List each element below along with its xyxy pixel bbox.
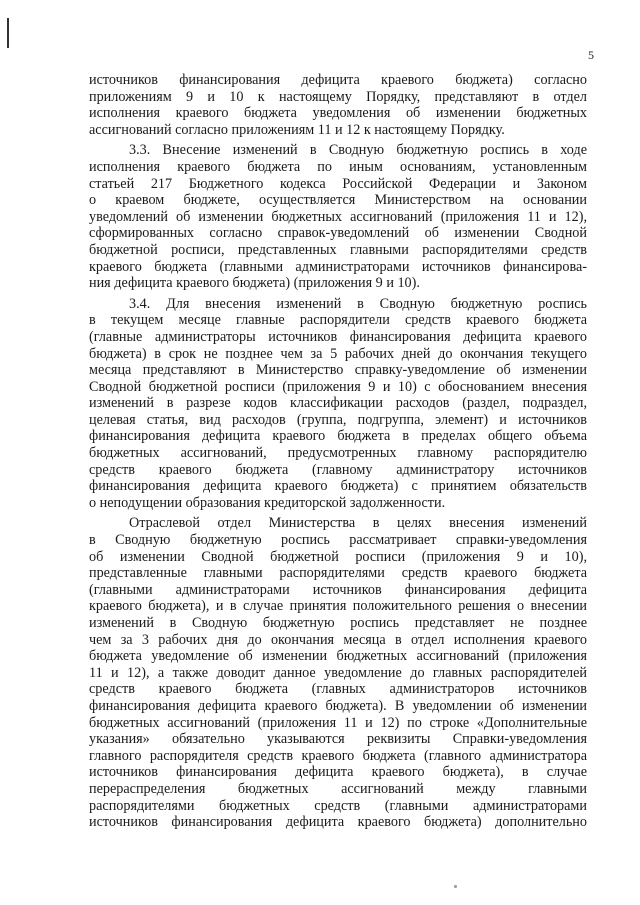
text-line: финансирования дефицита краевого бюджета) с принятием обязательств — [89, 478, 587, 495]
text-line: о краевом бюджете, осуществляется Министерством на основании — [89, 192, 587, 209]
text-line: финансирования дефицита краевого бюджета в пределах общего объема — [89, 428, 587, 445]
text-line: Сводной бюджетной росписи (приложения 9 и 10) с обоснованием внесения — [89, 378, 587, 395]
text-line: месяца представляют в Министерство справку-уведомление об изменении — [89, 362, 587, 379]
text-line: целевая статья, вид расходов (группа, подгруппа, элемент) и источников — [89, 411, 587, 428]
text-line: о неподущении образования кредиторской задолженности. — [89, 494, 446, 511]
text-line: чем за 3 рабочих дня до окончания месяца в отдел исполнения краевого — [89, 631, 587, 648]
text-line: в Сводную бюджетную роспись рассматривает справки-уведомления — [89, 532, 587, 549]
text-line: уведомлений об изменении бюджетных ассигнований (приложения 11 и 12), — [89, 208, 587, 225]
text-line: приложениям 9 и 10 к настоящему Порядку, представляют в отдел — [89, 88, 587, 105]
text-line: изменений в разрезе кодов классификации расходов (раздел, подраздел, — [89, 395, 587, 412]
text-line: бюджетных ассигнований, предусмотренных главному распорядителю — [89, 445, 587, 462]
text-line: перераспределения бюджетных ассигнований между главными — [89, 780, 587, 797]
text-line: 3.3. Внесение изменений в Сводную бюджетную роспись в ходе — [129, 142, 587, 159]
text-line: средств краевого бюджета (главных администраторов источников — [89, 681, 587, 698]
text-line: статьей 217 Бюджетного кодекса Российской Федерации и Законом — [89, 175, 587, 192]
text-line: Отраслевой отдел Министерства в целях внесения изменений — [129, 515, 587, 532]
document-body — [89, 72, 587, 831]
text-line: об изменении Сводной бюджетной росписи (приложения 9 и 10), — [89, 548, 587, 565]
margin-rule — [7, 18, 9, 48]
text-line: источников финансирования дефицита краевого бюджета) согласно — [89, 72, 587, 88]
text-line: ния дефицита краевого бюджета) (приложения 9 и 10). — [89, 275, 420, 292]
text-line: распорядителями бюджетных средств (главными администраторами — [89, 797, 587, 814]
page-number: 5 — [588, 48, 594, 62]
text-line: указания» обязательно указываются реквизиты Справки-уведомления — [89, 731, 587, 748]
text-line: источников финансирования дефицита краевого бюджета) дополнительно — [89, 814, 587, 831]
text-line: бюджета уведомление об изменении бюджетных ассигнований (приложения — [89, 648, 587, 665]
text-line: бюджетной росписи, представленных главными распорядителями средств — [89, 241, 587, 258]
scan-speck — [454, 885, 457, 888]
text-line: источников финансирования дефицита краевого бюджета), в случае — [89, 764, 587, 781]
text-line: исполнения краевого бюджета уведомления об изменении бюджетных — [89, 105, 587, 122]
text-line: сформированных согласно справок-уведомлений об изменении Сводной — [89, 225, 587, 242]
text-line: краевого бюджета (главными администраторами источников финансирова- — [89, 258, 587, 275]
text-line: финансирования дефицита краевого бюджета). В уведомлении об изменении — [89, 697, 587, 714]
text-line: главного распорядителя средств краевого бюджета (главного администратора — [89, 747, 587, 764]
text-line: представленные главными распорядителями средств краевого бюджета — [89, 565, 587, 582]
text-line: в текущем месяце главные распорядители средств краевого бюджета — [89, 312, 587, 329]
text-line: 11 и 12), а также доводит данное уведомление до главных распорядителей — [89, 664, 587, 681]
text-line: бюджетных ассигнований (приложения 11 и 12) по строке «Дополнительные — [89, 714, 587, 731]
text-line: ассигнований согласно приложениям 11 и 12 к настоящему Порядку. — [89, 121, 505, 138]
text-line: исполнения краевого бюджета по иным основаниям, установленным — [89, 158, 587, 175]
paragraph-industry-department — [89, 515, 587, 830]
text-line: изменений в Сводную бюджетную роспись представляет не позднее — [89, 615, 587, 631]
paragraph-3-4 — [89, 296, 587, 512]
text-line: бюджета) в срок не позднее чем за 5 рабочих дней до окончания текущего — [89, 345, 587, 362]
paragraph-continuation — [89, 72, 587, 138]
text-line: 3.4. Для внесения изменений в Сводную бюджетную роспись — [129, 295, 587, 312]
paragraph-3-3 — [89, 142, 587, 291]
text-line: (главные администраторы источников финансирования дефицита краевого — [89, 328, 587, 345]
text-line: (главными администраторами источников финансирования дефицита — [89, 581, 587, 598]
text-line: средств краевого бюджета (главному администратору источников — [89, 461, 587, 478]
text-line: краевого бюджета), и в случае принятия положительного решения о внесении — [89, 598, 587, 615]
